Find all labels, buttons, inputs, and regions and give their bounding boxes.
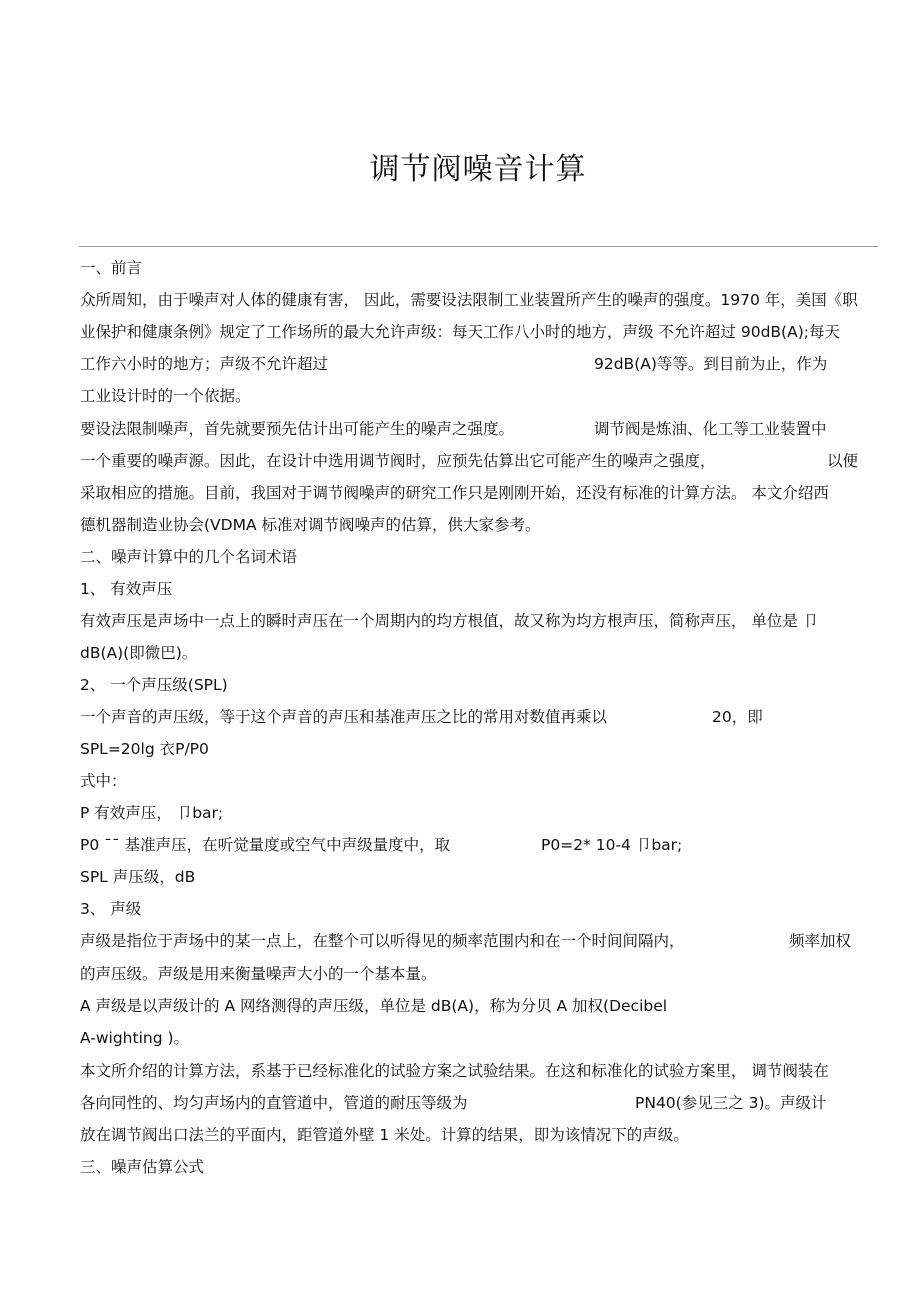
text-segment: 众所周知，由于噪声对人体的健康有害， 因此，需要设法限制工业装置所产生的噪声的强度。1970 年，美国《职	[80, 291, 858, 309]
text-segment: SPL=20lg 衣P/P0	[80, 740, 209, 758]
text-segment: PN40(参见三之 3)。声级计	[635, 1094, 827, 1112]
text-segment: 德机器制造业协会(VDMA 标准对调节阀噪声的估算，供大家参考。	[80, 516, 541, 534]
text-segment: 3、 声级	[80, 900, 142, 918]
text-segment: dB(A)(即微巴)。	[80, 644, 198, 662]
text-segment: 一个声音的声压级，等于这个声音的声压和基准声压之比的常用对数值再乘以	[80, 708, 608, 726]
text-segment: 采取相应的措施。目前，我国对于调节阀噪声的研究工作只是刚刚开始，还没有标准的计算方法。 本文介绍西	[80, 484, 829, 502]
text-segment: 1、 有效声压	[80, 580, 173, 598]
text-segment: 本文所介绍的计算方法，系基于已经标准化的试验方案之试验结果。在这和标准化的试验方案里， 调节阀装在	[80, 1062, 829, 1080]
text-segment: 要设法限制噪声，首先就要预先估计出可能产生的噪声之强度。	[80, 420, 515, 438]
text-segment: SPL 声压级，dB	[80, 868, 196, 886]
text-segment: 三、噪声估算公式	[80, 1158, 205, 1176]
document-title: 调节阀噪音计算	[369, 152, 587, 187]
text-segment: P0 ¯¯ 基准声压，在听觉量度或空气中声级量度中，取	[80, 836, 451, 854]
text-segment: P 有效声压， 卩bar;	[80, 804, 224, 822]
text-segment: 声级是指位于声场中的某一点上，在整个可以听得见的频率范围内和在一个时间间隔内，	[80, 932, 685, 950]
text-segment: 业保护和健康条例》规定了工作场所的最大允许声级：每天工作八小时的地方，声级 不允许超过 90dB(A);每天	[80, 323, 840, 341]
title-divider	[79, 246, 878, 247]
text-segment: 式中：	[80, 772, 127, 790]
text-segment: 各向同性的、均匀声场内的直管道中，管道的耐压等级为	[80, 1094, 468, 1112]
text-segment: A 声级是以声级计的 A 网络测得的声压级，单位是 dB(A)，称为分贝 A 加权(Decibel	[80, 997, 668, 1015]
text-segment: 的声压级。声级是用来衡量噪声大小的一个基本量。	[80, 965, 437, 983]
text-segment: 工业设计时的一个依据。	[80, 387, 251, 405]
text-segment: 有效声压是声场中一点上的瞬时声压在一个周期内的均方根值，故又称为均方根声压，简称声压， 单位是 卩	[80, 612, 819, 630]
text-segment: A-wighting )。	[80, 1029, 190, 1047]
text-segment: 20，即	[712, 708, 763, 726]
text-segment: 一个重要的噪声源。因此，在设计中选用调节阀时，应预先估算出它可能产生的噪声之强度，	[80, 452, 716, 470]
text-segment: 92dB(A)等等。到目前为止，作为	[594, 355, 828, 373]
text-segment: 工作六小时的地方；声级不允许超过	[80, 355, 329, 373]
text-segment: 频率加权	[789, 932, 852, 950]
text-segment: 调节阀是炼油、化工等工业装置中	[594, 420, 827, 438]
text-segment: 以便	[827, 452, 859, 470]
text-segment: P0=2* 10-4 卩bar;	[541, 836, 683, 854]
text-segment: 2、 一个声压级(SPL)	[80, 676, 228, 694]
text-segment: 二、噪声计算中的几个名词术语	[80, 548, 298, 566]
text-segment: 放在调节阀出口法兰的平面内，距管道外壁 1 米处。计算的结果，即为该情况下的声级。	[80, 1126, 689, 1144]
text-segment: 一、前言	[80, 259, 143, 277]
